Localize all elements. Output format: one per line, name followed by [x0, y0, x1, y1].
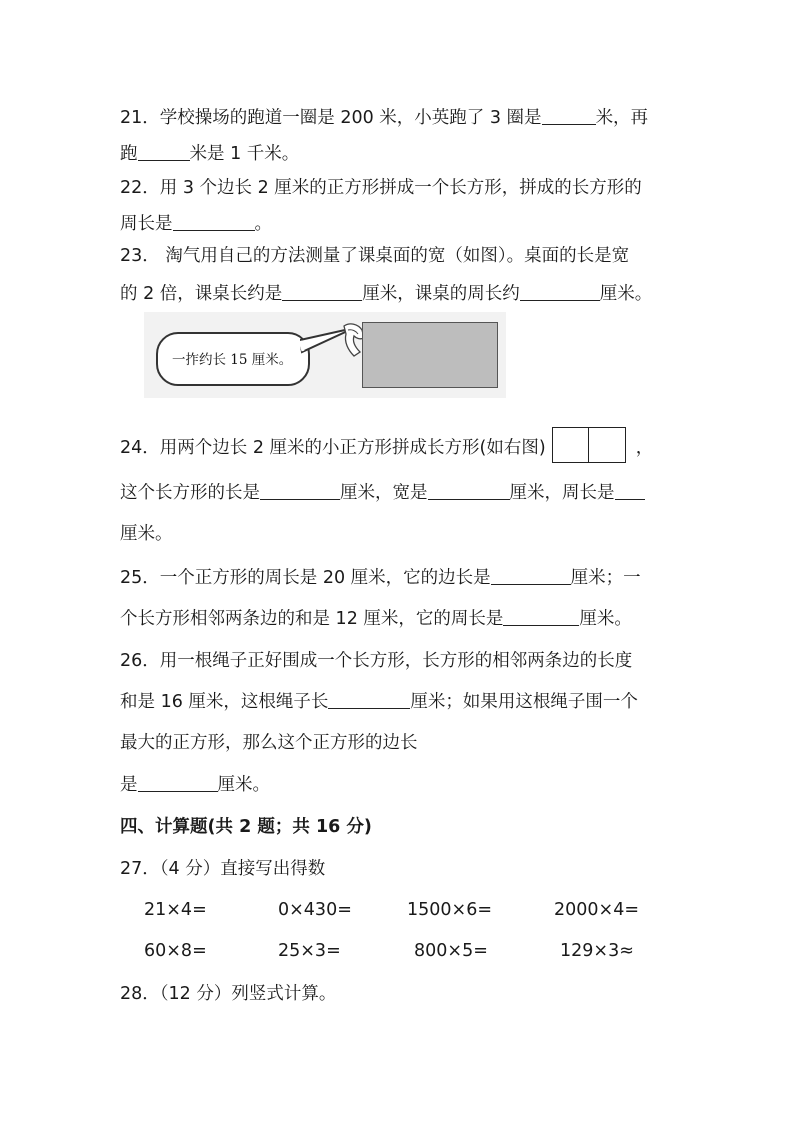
calc-item: 129×3≈: [560, 941, 634, 961]
q26-blank-2[interactable]: [138, 773, 218, 792]
square-divider: [588, 428, 590, 462]
q26-line3: [120, 730, 418, 756]
q24-text-d: 厘米，宽是: [340, 483, 428, 503]
q24-text-e: 厘米，周长是: [509, 483, 615, 503]
q26-text-e: 是: [120, 775, 138, 795]
calc-item: 0×430=: [278, 900, 352, 920]
q24-blank-1[interactable]: [260, 481, 340, 500]
q24-text-b: ，: [635, 438, 654, 458]
q24-line3: [120, 521, 173, 547]
q23-text-b: 的 2 倍，课桌长约是: [120, 284, 283, 304]
q23-blank-2[interactable]: [520, 282, 600, 301]
q24-line2: [120, 480, 645, 506]
calc-item: 21×4=: [144, 900, 207, 920]
q25-text-d: 厘米。: [579, 609, 632, 629]
calc-item: 2000×4=: [554, 900, 639, 920]
q24-text-a: 24．用两个边长 2 厘米的小正方形拼成长方形(如右图): [120, 438, 546, 458]
calc-item: 25×3=: [278, 941, 341, 961]
q26-text-d: 最大的正方形，那么这个正方形的边长: [120, 733, 418, 753]
q21-text-a: 21．学校操场的跑道一圈是 200 米，小英跑了 3 圈是: [120, 108, 542, 128]
q25-blank-2[interactable]: [503, 607, 579, 626]
q28-title: [120, 981, 336, 1007]
q24-blank-3[interactable]: [615, 481, 645, 500]
q22-line2: [120, 211, 272, 237]
q23-blank-1[interactable]: [282, 282, 362, 301]
q27-title: [120, 856, 325, 882]
desk-measurement-figure: [144, 312, 506, 398]
q24-text-f: 厘米。: [120, 524, 173, 544]
q26-text-c: 厘米；如果用这根绳子围一个: [410, 692, 638, 712]
q21-text-b: 米，再: [595, 108, 649, 128]
q21-line2: [120, 141, 299, 167]
q21-blank-2[interactable]: [138, 142, 190, 161]
desk-surface-rectangle: [362, 322, 498, 388]
q22-blank[interactable]: [173, 212, 255, 231]
q21-text-c: 跑: [120, 144, 138, 164]
q23-text-d: 厘米。: [599, 284, 653, 304]
calc-item: 60×8=: [144, 941, 207, 961]
q23-text-a: 23． 淘气用自己的方法测量了课桌面的宽（如图）。桌面的长是宽: [120, 246, 630, 266]
q23-text-c: 厘米，课桌的周长约: [362, 284, 520, 304]
q23-line1: [120, 243, 629, 269]
q26-line1: [120, 648, 632, 674]
q25-text-c: 个长方形相邻两条边的和是 12 厘米，它的周长是: [120, 609, 504, 629]
q26-text-a: 26．用一根绳子正好围成一个长方形，长方形的相邻两条边的长度: [120, 651, 633, 671]
section-4-heading: [120, 814, 372, 840]
q26-blank-1[interactable]: [328, 690, 410, 709]
q25-line1: [120, 565, 641, 591]
q26-text-b: 和是 16 厘米，这根绳子长: [120, 692, 329, 712]
q24-blank-2[interactable]: [428, 481, 510, 500]
q22-text-c: 。: [254, 214, 272, 234]
q25-text-b: 厘米；一: [570, 568, 641, 588]
q22-text-a: 22．用 3 个边长 2 厘米的正方形拼成一个长方形，拼成的长方形的: [120, 178, 642, 198]
q26-line2: [120, 689, 638, 715]
q23-line2: [120, 281, 652, 307]
q28-title-text: 28．（12 分）列竖式计算。: [120, 984, 337, 1004]
q25-blank-1[interactable]: [491, 566, 571, 585]
q22-line1: [120, 175, 642, 201]
q24-line1: [120, 427, 654, 458]
q21-blank-1[interactable]: [542, 106, 596, 125]
section-4-heading-text: 四、计算题(共 2 题；共 16 分): [120, 817, 372, 837]
q26-line4: [120, 772, 270, 798]
speech-bubble: [156, 332, 310, 386]
calc-item: 1500×6=: [407, 900, 492, 920]
q27-title-text: 27．（4 分）直接写出得数: [120, 859, 326, 879]
q21-text-d: 米是 1 千米。: [189, 144, 300, 164]
q25-line2: [120, 606, 632, 632]
q22-text-b: 周长是: [120, 214, 173, 234]
calc-item: 800×5=: [414, 941, 488, 961]
q24-text-c: 这个长方形的长是: [120, 483, 260, 503]
q25-text-a: 25．一个正方形的周长是 20 厘米，它的边长是: [120, 568, 491, 588]
q26-text-f: 厘米。: [217, 775, 270, 795]
q21-line1: [120, 105, 648, 131]
speech-bubble-text: 一拃约长 15 厘米。: [172, 352, 293, 368]
two-squares-rectangle-figure: [552, 427, 626, 463]
